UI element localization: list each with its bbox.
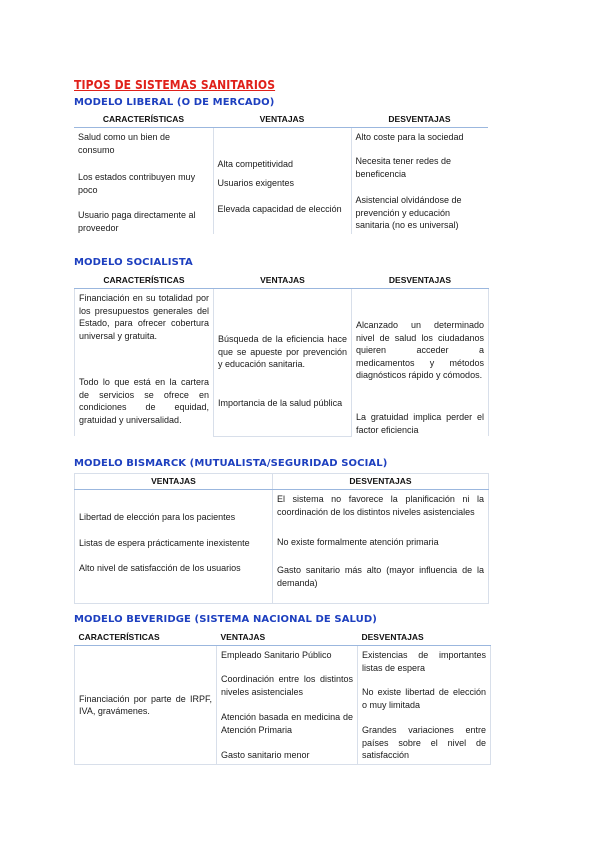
liberal-caracteristica: Usuario paga directamente al proveedor (78, 210, 196, 233)
liberal-table (74, 112, 488, 234)
beveridge-ventaja: Coordinación entre los distintos niveles asistenciales (221, 674, 353, 697)
beveridge-caracteristica: Financiación por parte de IRPF, IVA, gravámenes. (79, 693, 212, 716)
socialista-desventaja: La gratuidad implica perder el factor eficiencia (356, 412, 484, 435)
bismarck-ventaja: Libertad de elección para los pacientes (79, 512, 236, 522)
bismarck-header-desventajas: DESVENTAJAS (273, 474, 489, 490)
beveridge-heading: MODELO BEVERIDGE (SISTEMA NACIONAL DE SALUD) (74, 614, 377, 625)
liberal-caracteristica: Salud como un bien de consumo (78, 132, 171, 155)
beveridge-table (74, 630, 491, 765)
beveridge-ventaja: Atención basada en medicina de Atención Primaria (221, 712, 353, 735)
liberal-desventaja: Alto coste para la sociedad (355, 132, 464, 142)
socialista-heading: MODELO SOCIALISTA (74, 257, 193, 268)
socialista-table (74, 273, 489, 437)
bismarck-table (74, 473, 489, 604)
liberal-ventaja: Elevada capacidad de elección (217, 204, 342, 214)
liberal-ventaja: Usuarios exigentes (217, 178, 295, 188)
socialista-ventaja: Importancia de la salud pública (218, 398, 343, 408)
bismarck-desventaja: El sistema no favorece la planificación ni la coordinación de los distintos niveles asistenciales (277, 494, 484, 517)
bismarck-ventaja: Listas de espera prácticamente inexistente (79, 538, 250, 548)
liberal-header-ventajas: VENTAJAS (213, 112, 351, 128)
socialista-header-desventajas: DESVENTAJAS (352, 273, 489, 289)
socialista-header-caracteristicas: CARACTERÍSTICAS (75, 273, 214, 289)
liberal-header-desventajas: DESVENTAJAS (351, 112, 488, 128)
liberal-caracteristica: Los estados contribuyen muy poco (78, 172, 196, 195)
beveridge-desventaja: Grandes variaciones entre países sobre el nivel de satisfacción (362, 725, 486, 760)
liberal-desventaja: Necesita tener redes de beneficencia (355, 156, 452, 179)
liberal-heading: MODELO LIBERAL (O DE MERCADO) (74, 97, 275, 108)
socialista-desventaja: Alcanzado un determinado nivel de salud los ciudadanos quieren acceder a medicamentos y métodos diagnósticos rápido y cómodos. (356, 320, 484, 380)
beveridge-ventaja: Gasto sanitario menor (221, 750, 310, 760)
bismarck-desventaja: Gasto sanitario más alto (mayor influencia de la demanda) (277, 565, 484, 588)
liberal-desventaja: Asistencial olvidándose de prevención y educación sanitaria (no es universal) (355, 195, 462, 230)
beveridge-ventaja: Empleado Sanitario Público (221, 650, 332, 660)
bismarck-desventaja: No existe formalmente atención primaria (277, 537, 439, 547)
bismarck-ventaja: Alto nivel de satisfacción de los usuarios (79, 563, 241, 573)
socialista-ventaja: Búsqueda de la eficiencia hace que se apueste por prevención y educación sanitaria. (218, 334, 347, 369)
page-title: TIPOS DE SISTEMAS SANITARIOS (74, 78, 276, 92)
socialista-header-ventajas: VENTAJAS (214, 273, 352, 289)
beveridge-header-desventajas: DESVENTAJAS (358, 630, 491, 646)
socialista-caracteristica: Todo lo que está en la cartera de servicios se ofrece en condiciones de equidad, gratuidad y universalidad. (79, 377, 209, 425)
liberal-ventaja: Alta competitividad (217, 159, 294, 169)
socialista-caracteristica: Financiación en su totalidad por los presupuestos generales del Estado, para ofrecer cobertura universal y gratuita. (79, 293, 209, 341)
beveridge-header-caracteristicas: CARACTERÍSTICAS (75, 630, 217, 646)
beveridge-desventaja: Existencias de importantes listas de espera (362, 650, 486, 673)
beveridge-header-ventajas: VENTAJAS (217, 630, 358, 646)
bismarck-heading: MODELO BISMARCK (MUTUALISTA/SEGURIDAD SOCIAL) (74, 458, 388, 469)
bismarck-header-ventajas: VENTAJAS (75, 474, 273, 490)
beveridge-desventaja: No existe libertad de elección o muy limitada (362, 687, 486, 710)
liberal-header-caracteristicas: CARACTERÍSTICAS (74, 112, 213, 128)
